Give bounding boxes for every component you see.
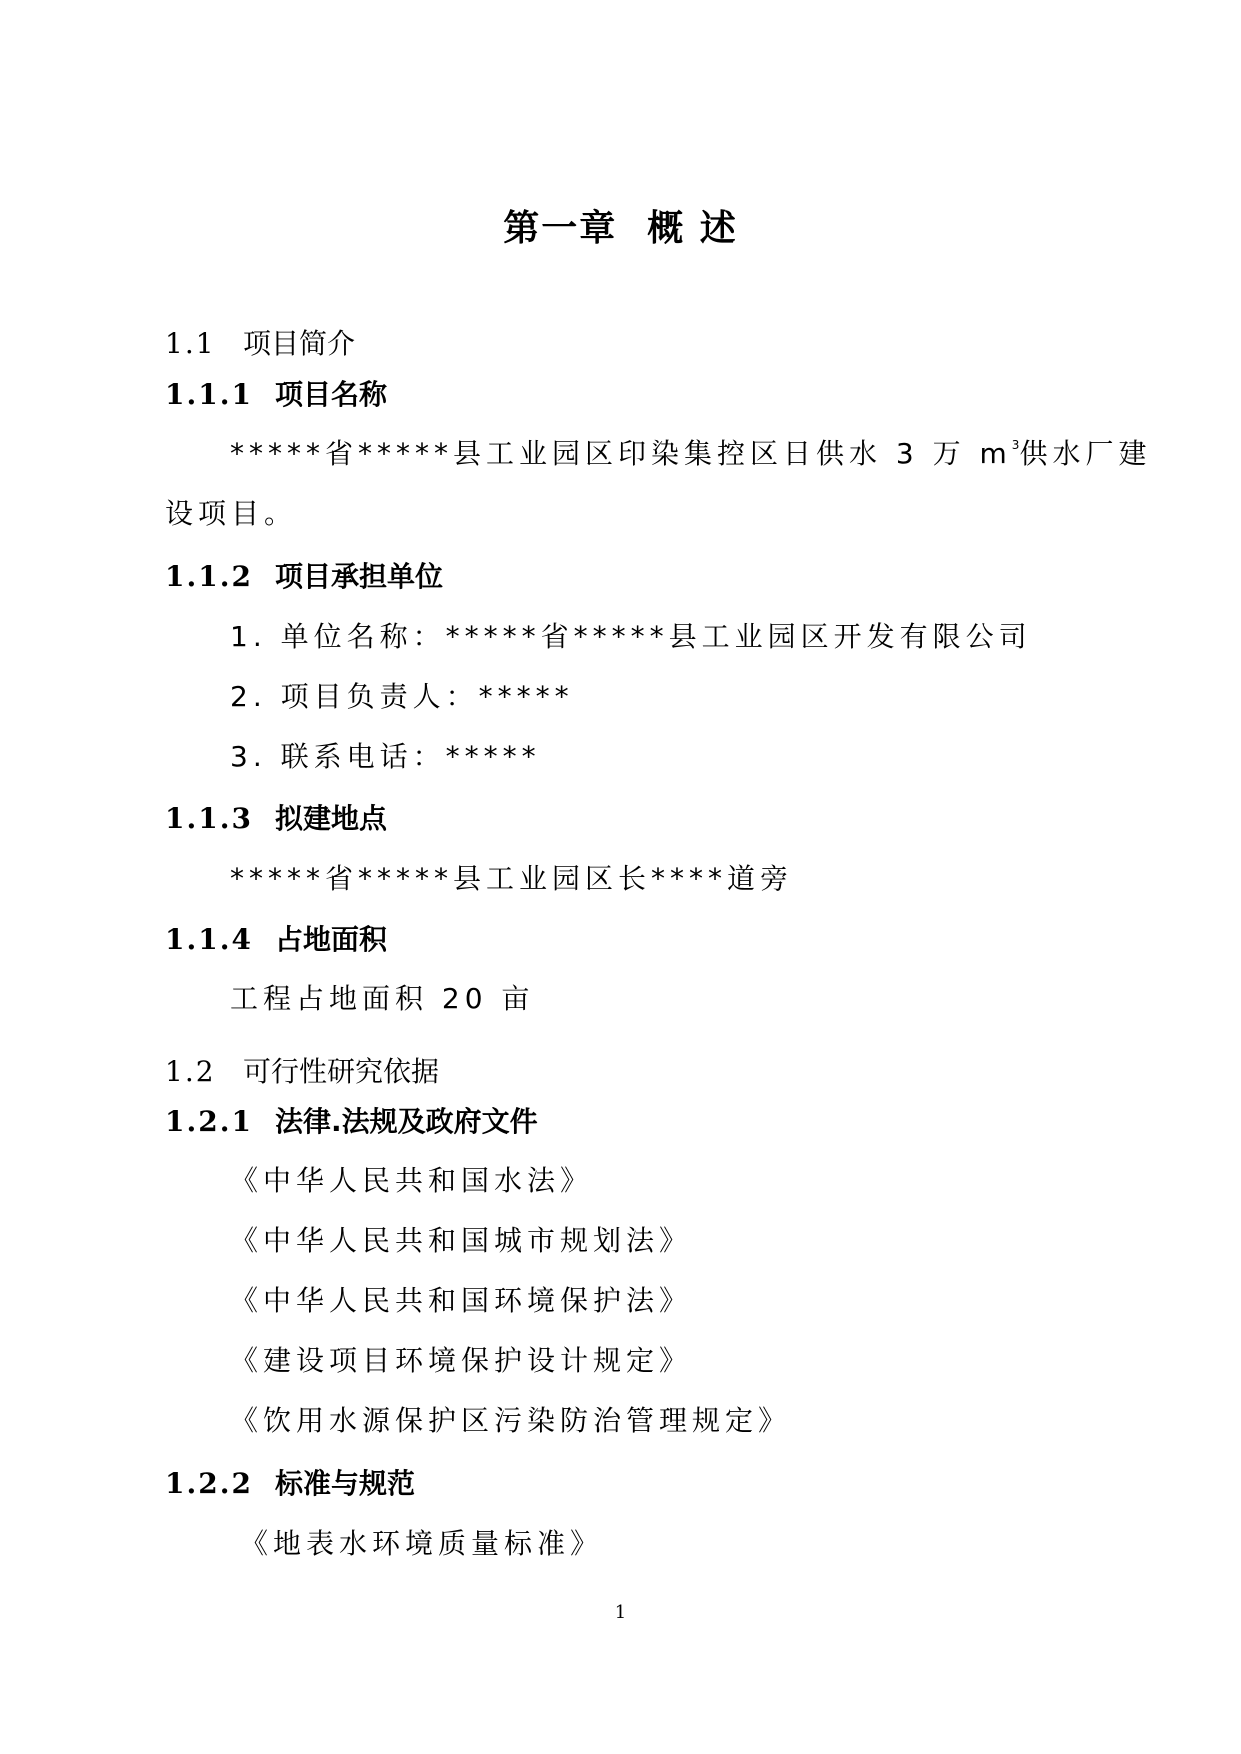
page-number: 1 [614, 1602, 627, 1623]
section-title: 项目简介 [243, 327, 356, 360]
chapter-name: 概 述 [647, 208, 738, 249]
section-title: 项目名称 [275, 378, 388, 411]
section-heading-1-1-4 [165, 918, 387, 958]
section-heading-1-1-3 [165, 797, 387, 837]
section-number: 1.2.2 [165, 1467, 253, 1500]
section-heading-1-1-1 [165, 373, 387, 413]
section-number: 1.2.1 [165, 1105, 253, 1138]
section-title: 拟建地点 [275, 802, 388, 835]
law-item: 《中华人民共和国城市规划法》 [230, 1224, 693, 1257]
section-heading-1-2 [165, 1050, 439, 1090]
law-item: 《饮用水源保护区污染防治管理规定》 [230, 1404, 792, 1437]
project-name-part-b: 供水厂建 [1019, 437, 1152, 470]
superscript: 3 [1011, 438, 1020, 452]
unit-item: 2. 项目负责人：***** [230, 680, 574, 713]
unit-item: 3. 联系电话：***** [230, 740, 541, 773]
project-name-part-a: *****省*****县工业园区印染集控区日供水 3 万 m [230, 437, 1012, 470]
project-name-line-2: 设项目。 [165, 497, 298, 530]
section-heading-1-1-2 [165, 555, 443, 595]
section-number: 1.1.3 [165, 802, 253, 835]
chapter-prefix: 第一章 [503, 208, 618, 249]
unit-item: 1. 单位名称：*****省*****县工业园区开发有限公司 [230, 620, 1032, 653]
section-heading-1-2-1 [165, 1100, 538, 1140]
section-heading-1-2-2 [165, 1462, 415, 1502]
section-title: 可行性研究依据 [243, 1055, 440, 1088]
law-item: 《中华人民共和国环境保护法》 [230, 1284, 693, 1317]
section-number: 1.1 [165, 327, 216, 360]
section-title: 项目承担单位 [275, 560, 444, 593]
location-text: *****省*****县工业园区长****道旁 [230, 862, 794, 895]
section-number: 1.1.2 [165, 560, 253, 593]
section-number: 1.1.4 [165, 923, 253, 956]
chapter-title [0, 200, 1241, 251]
project-name-line-1 [230, 432, 1151, 472]
section-number: 1.2 [165, 1055, 216, 1088]
section-title: 标准与规范 [275, 1467, 416, 1500]
section-heading-1-1 [165, 322, 355, 362]
law-item: 《建设项目环境保护设计规定》 [230, 1344, 693, 1377]
section-number: 1.1.1 [165, 378, 253, 411]
law-item: 《中华人民共和国水法》 [230, 1164, 594, 1197]
section-title: 法律.法规及政府文件 [275, 1105, 538, 1138]
area-text: 工程占地面积 20 亩 [230, 982, 535, 1015]
section-title: 占地面积 [275, 923, 388, 956]
standard-item: 《地表水环境质量标准》 [240, 1527, 604, 1560]
